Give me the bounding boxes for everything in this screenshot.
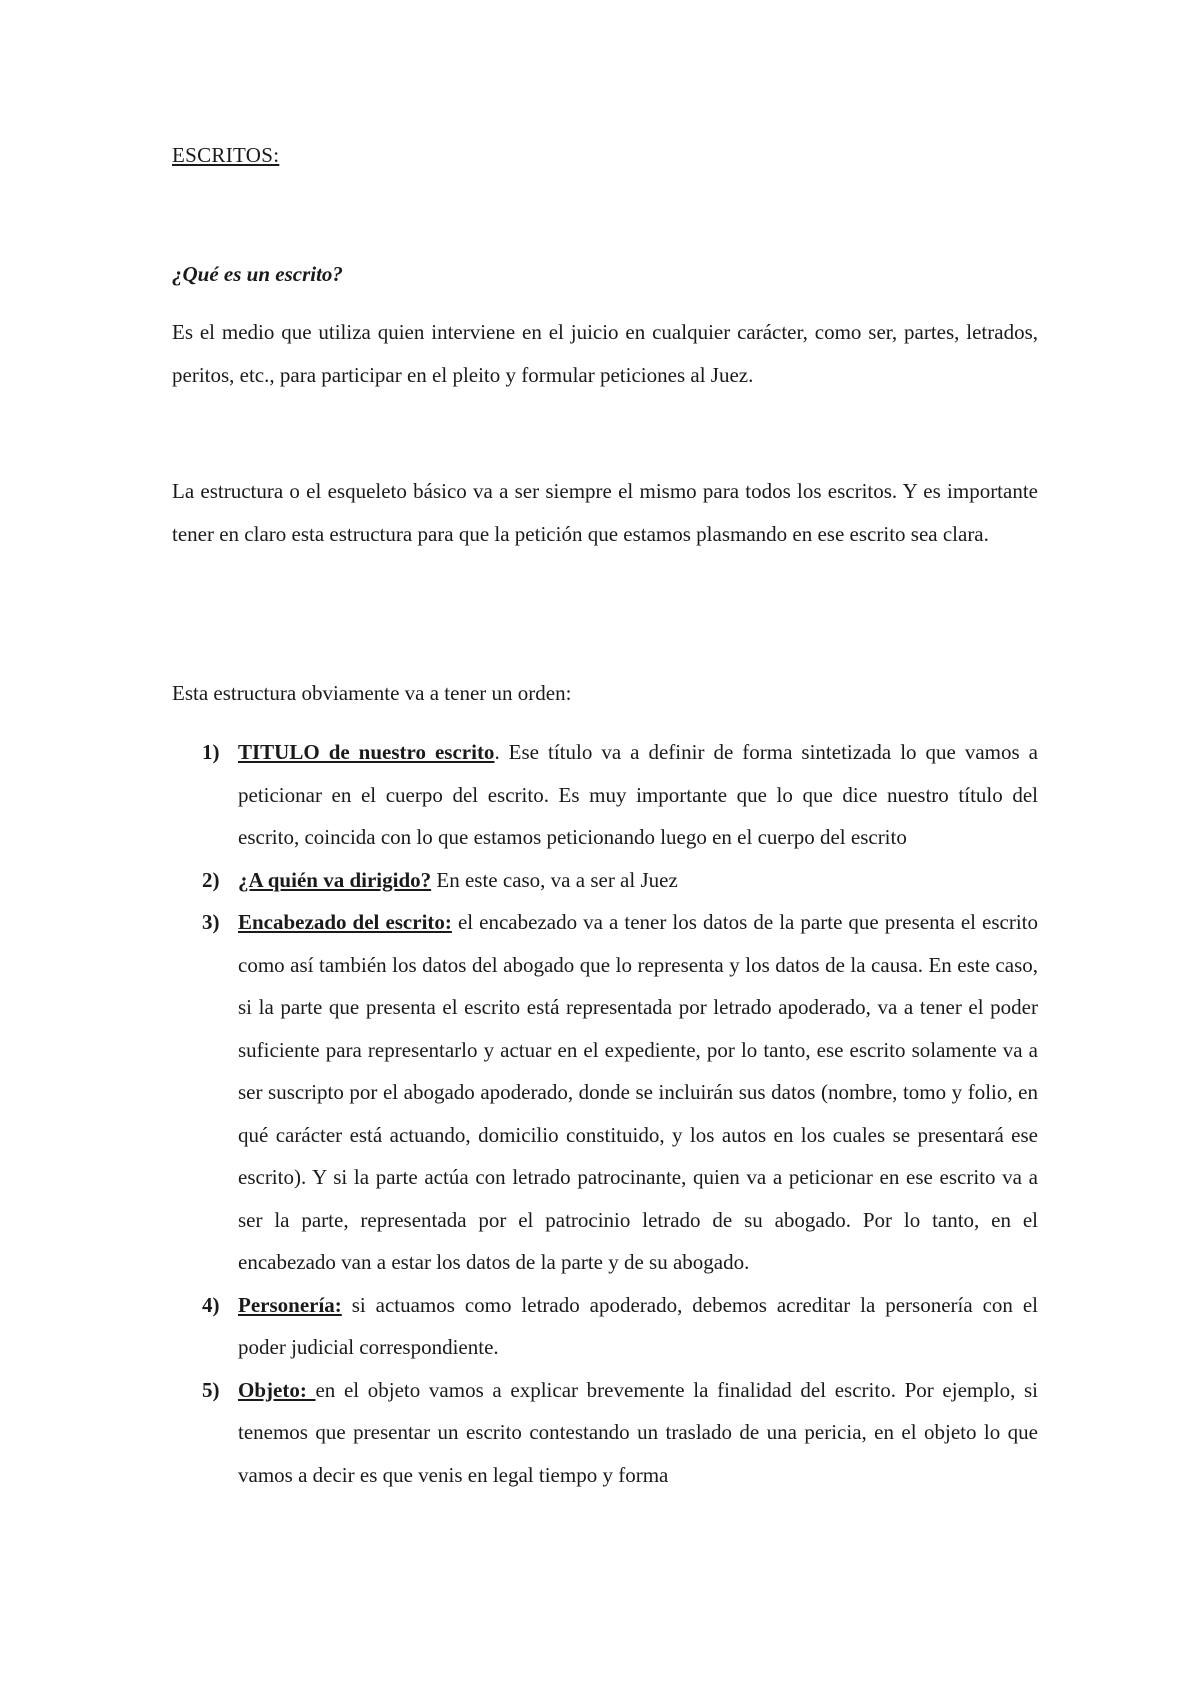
- list-item-text: si actuamos como letrado apoderado, debemos acreditar la personería con el poder judicial correspondiente.: [238, 1292, 1038, 1359]
- list-item-text: en el objeto vamos a explicar brevemente la finalidad del escrito. Por ejemplo, si tenemos que presentar un escrito contestando un traslado de una pericia, en el objeto lo que vamos a decir es que venis en legal tiempo y forma: [238, 1377, 1038, 1487]
- list-item-text: En este caso, va a ser al Juez: [431, 867, 678, 892]
- structure-list: [172, 731, 1038, 1496]
- paragraph-order-intro: Esta estructura obviamente va a tener un orden:: [172, 681, 572, 705]
- list-item: [172, 1284, 1038, 1369]
- list-item: [172, 901, 1038, 1284]
- list-item-keyword: Objeto:: [238, 1377, 316, 1402]
- list-item-number: 3): [202, 910, 220, 934]
- list-item-number: 1): [202, 740, 220, 764]
- section-question: ¿Qué es un escrito?: [172, 262, 343, 286]
- list-item-keyword: Encabezado del escrito:: [238, 910, 452, 934]
- list-item-number: 5): [202, 1377, 220, 1402]
- list-item-keyword: TITULO de nuestro escrito: [238, 740, 495, 764]
- list-item: [172, 1369, 1038, 1497]
- list-item-number: 4): [202, 1292, 220, 1317]
- list-item-text: . Ese título va a definir de forma sintetizada lo que vamos a peticionar en el cuerpo del escrito. Es muy importante que lo que dice nuestro título del escrito, coincida con lo que estamos peticionando luego en el cuerpo del escrito: [238, 740, 1038, 849]
- list-item-keyword: ¿A quién va dirigido?: [238, 867, 432, 892]
- paragraph-structure: La estructura o el esqueleto básico va a ser siempre el mismo para todos los escritos. Y es importante tener en claro esta estructura para que la petición que estamos plasmando en ese escrito sea clara.: [172, 479, 1038, 546]
- paragraph-definition: Es el medio que utiliza quien interviene en el juicio en cualquier carácter, como ser, partes, letrados, peritos, etc., para participar en el pleito y formular peticiones al Juez.: [172, 320, 1038, 387]
- list-item: [172, 859, 1038, 902]
- list-item-text: el encabezado va a tener los datos de la parte que presenta el escrito como así también los datos del abogado que lo representa y los datos de la causa. En este caso, si la parte que presenta el escrito está representada por letrado apoderado, va a tener el poder suficiente para representarlo y actuar en el expediente, por lo tanto, ese escrito solamente va a ser suscripto por el abogado apoderado, donde se incluirán sus datos (nombre, tomo y folio, en qué carácter está actuando, domicilio constituido, y los autos en los cuales se presentará ese escrito). Y si la parte actúa con letrado patrocinante, quien va a peticionar en ese escrito va a ser la parte, representada por el patrocinio letrado de su abogado. Por lo tanto, en el encabezado van a estar los datos de la parte y de su abogado.: [238, 910, 1039, 1274]
- document-title: ESCRITOS:: [172, 143, 280, 167]
- list-item: [172, 731, 1038, 859]
- list-item-number: 2): [202, 867, 220, 892]
- list-item-keyword: Personería:: [238, 1292, 342, 1317]
